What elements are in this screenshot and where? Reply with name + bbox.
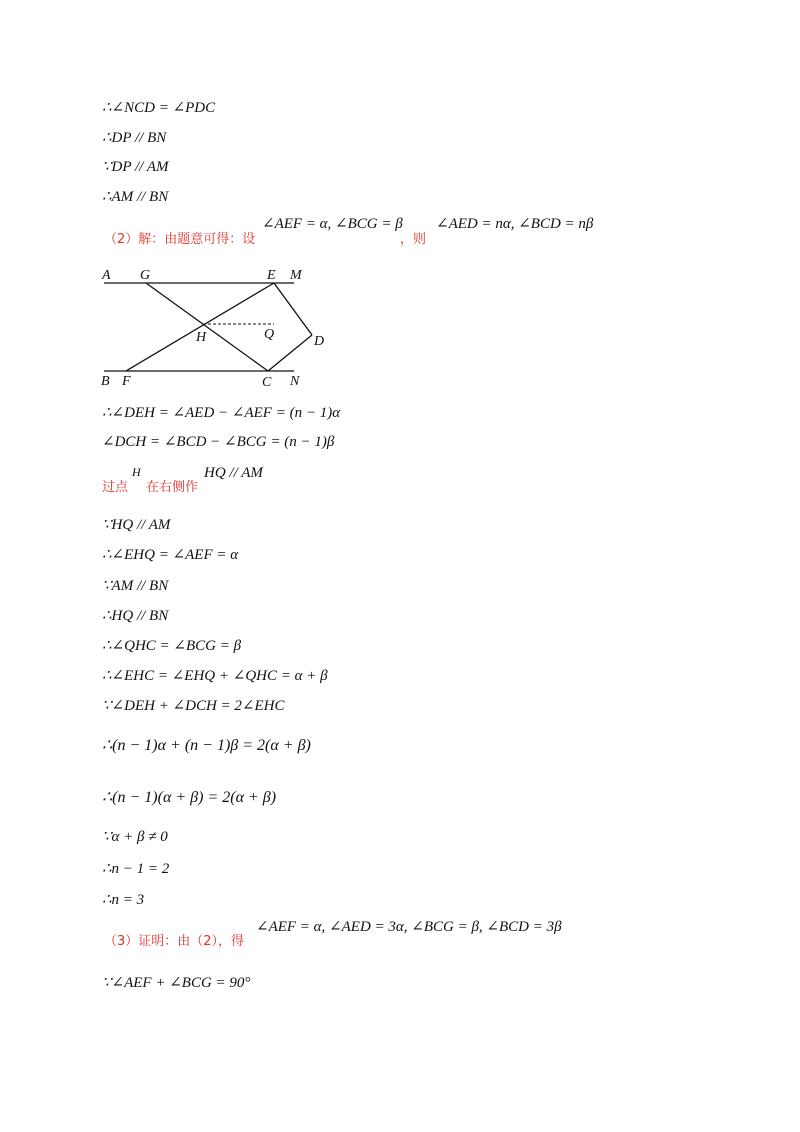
proof-line: ∴AM // BN — [102, 189, 169, 205]
proof-line: ∴(n − 1)(α + β) = 2(α + β) — [102, 789, 277, 806]
label-e: E — [267, 268, 276, 283]
proof-line: ∠DCH = ∠BCD − ∠BCG = (n − 1)β — [102, 434, 335, 450]
part2-then: ，则 — [400, 232, 427, 247]
proof-line: ∵∠AEF + ∠BCG = 90° — [102, 975, 251, 991]
proof-line: ∵α + β ≠ 0 — [102, 829, 168, 845]
proof-line: ∴∠QHC = ∠BCG = β — [102, 638, 242, 654]
proof-line: ∵AM // BN — [102, 578, 169, 594]
label-d: D — [314, 334, 325, 349]
proof-line: ∴∠NCD = ∠PDC — [102, 100, 216, 116]
label-f: F — [122, 374, 131, 389]
construct-point: H — [132, 465, 141, 479]
proof-line: ∴HQ // BN — [102, 608, 169, 624]
construct-relation: HQ // AM — [204, 465, 263, 481]
proof-line: ∴n = 3 — [102, 892, 145, 908]
part3-given: ∠AEF = α, ∠AED = 3α, ∠BCG = β, ∠BCD = 3β — [256, 919, 562, 935]
line-dc — [268, 335, 312, 371]
proof-line: ∴n − 1 = 2 — [102, 861, 170, 877]
label-g: G — [140, 268, 151, 283]
geometry-figure — [98, 262, 338, 394]
proof-line: ∵∠DEH + ∠DCH = 2∠EHC — [102, 698, 285, 714]
label-q: Q — [264, 327, 275, 342]
part2-given1: ∠AEF = α, ∠BCG = β — [262, 216, 403, 232]
construct-prefix: 过点 — [102, 480, 129, 495]
line-fe — [126, 283, 274, 371]
line-gc — [146, 283, 268, 371]
proof-line: ∵DP // AM — [102, 159, 169, 175]
label-n: N — [290, 374, 300, 389]
label-c: C — [262, 375, 272, 390]
proof-line: ∴(n − 1)α + (n − 1)β = 2(α + β) — [102, 737, 311, 754]
label-m: M — [290, 268, 302, 283]
part2-intro: （2）解：由题意可得：设 — [104, 232, 256, 247]
part3-intro: （3）证明：由（2），得 — [104, 934, 245, 949]
proof-line: ∴∠DEH = ∠AED − ∠AEF = (n − 1)α — [102, 405, 341, 421]
proof-line: ∵HQ // AM — [102, 517, 171, 533]
label-h: H — [196, 330, 207, 345]
part2-given2: ∠AED = nα, ∠BCD = nβ — [436, 216, 594, 232]
line-ed — [274, 283, 312, 335]
label-a: A — [102, 268, 111, 283]
label-b: B — [101, 374, 110, 389]
proof-line: ∴DP // BN — [102, 130, 167, 146]
proof-line: ∴∠EHC = ∠EHQ + ∠QHC = α + β — [102, 668, 328, 684]
proof-line: ∴∠EHQ = ∠AEF = α — [102, 547, 239, 563]
construct-suffix: 在右侧作 — [146, 480, 199, 495]
